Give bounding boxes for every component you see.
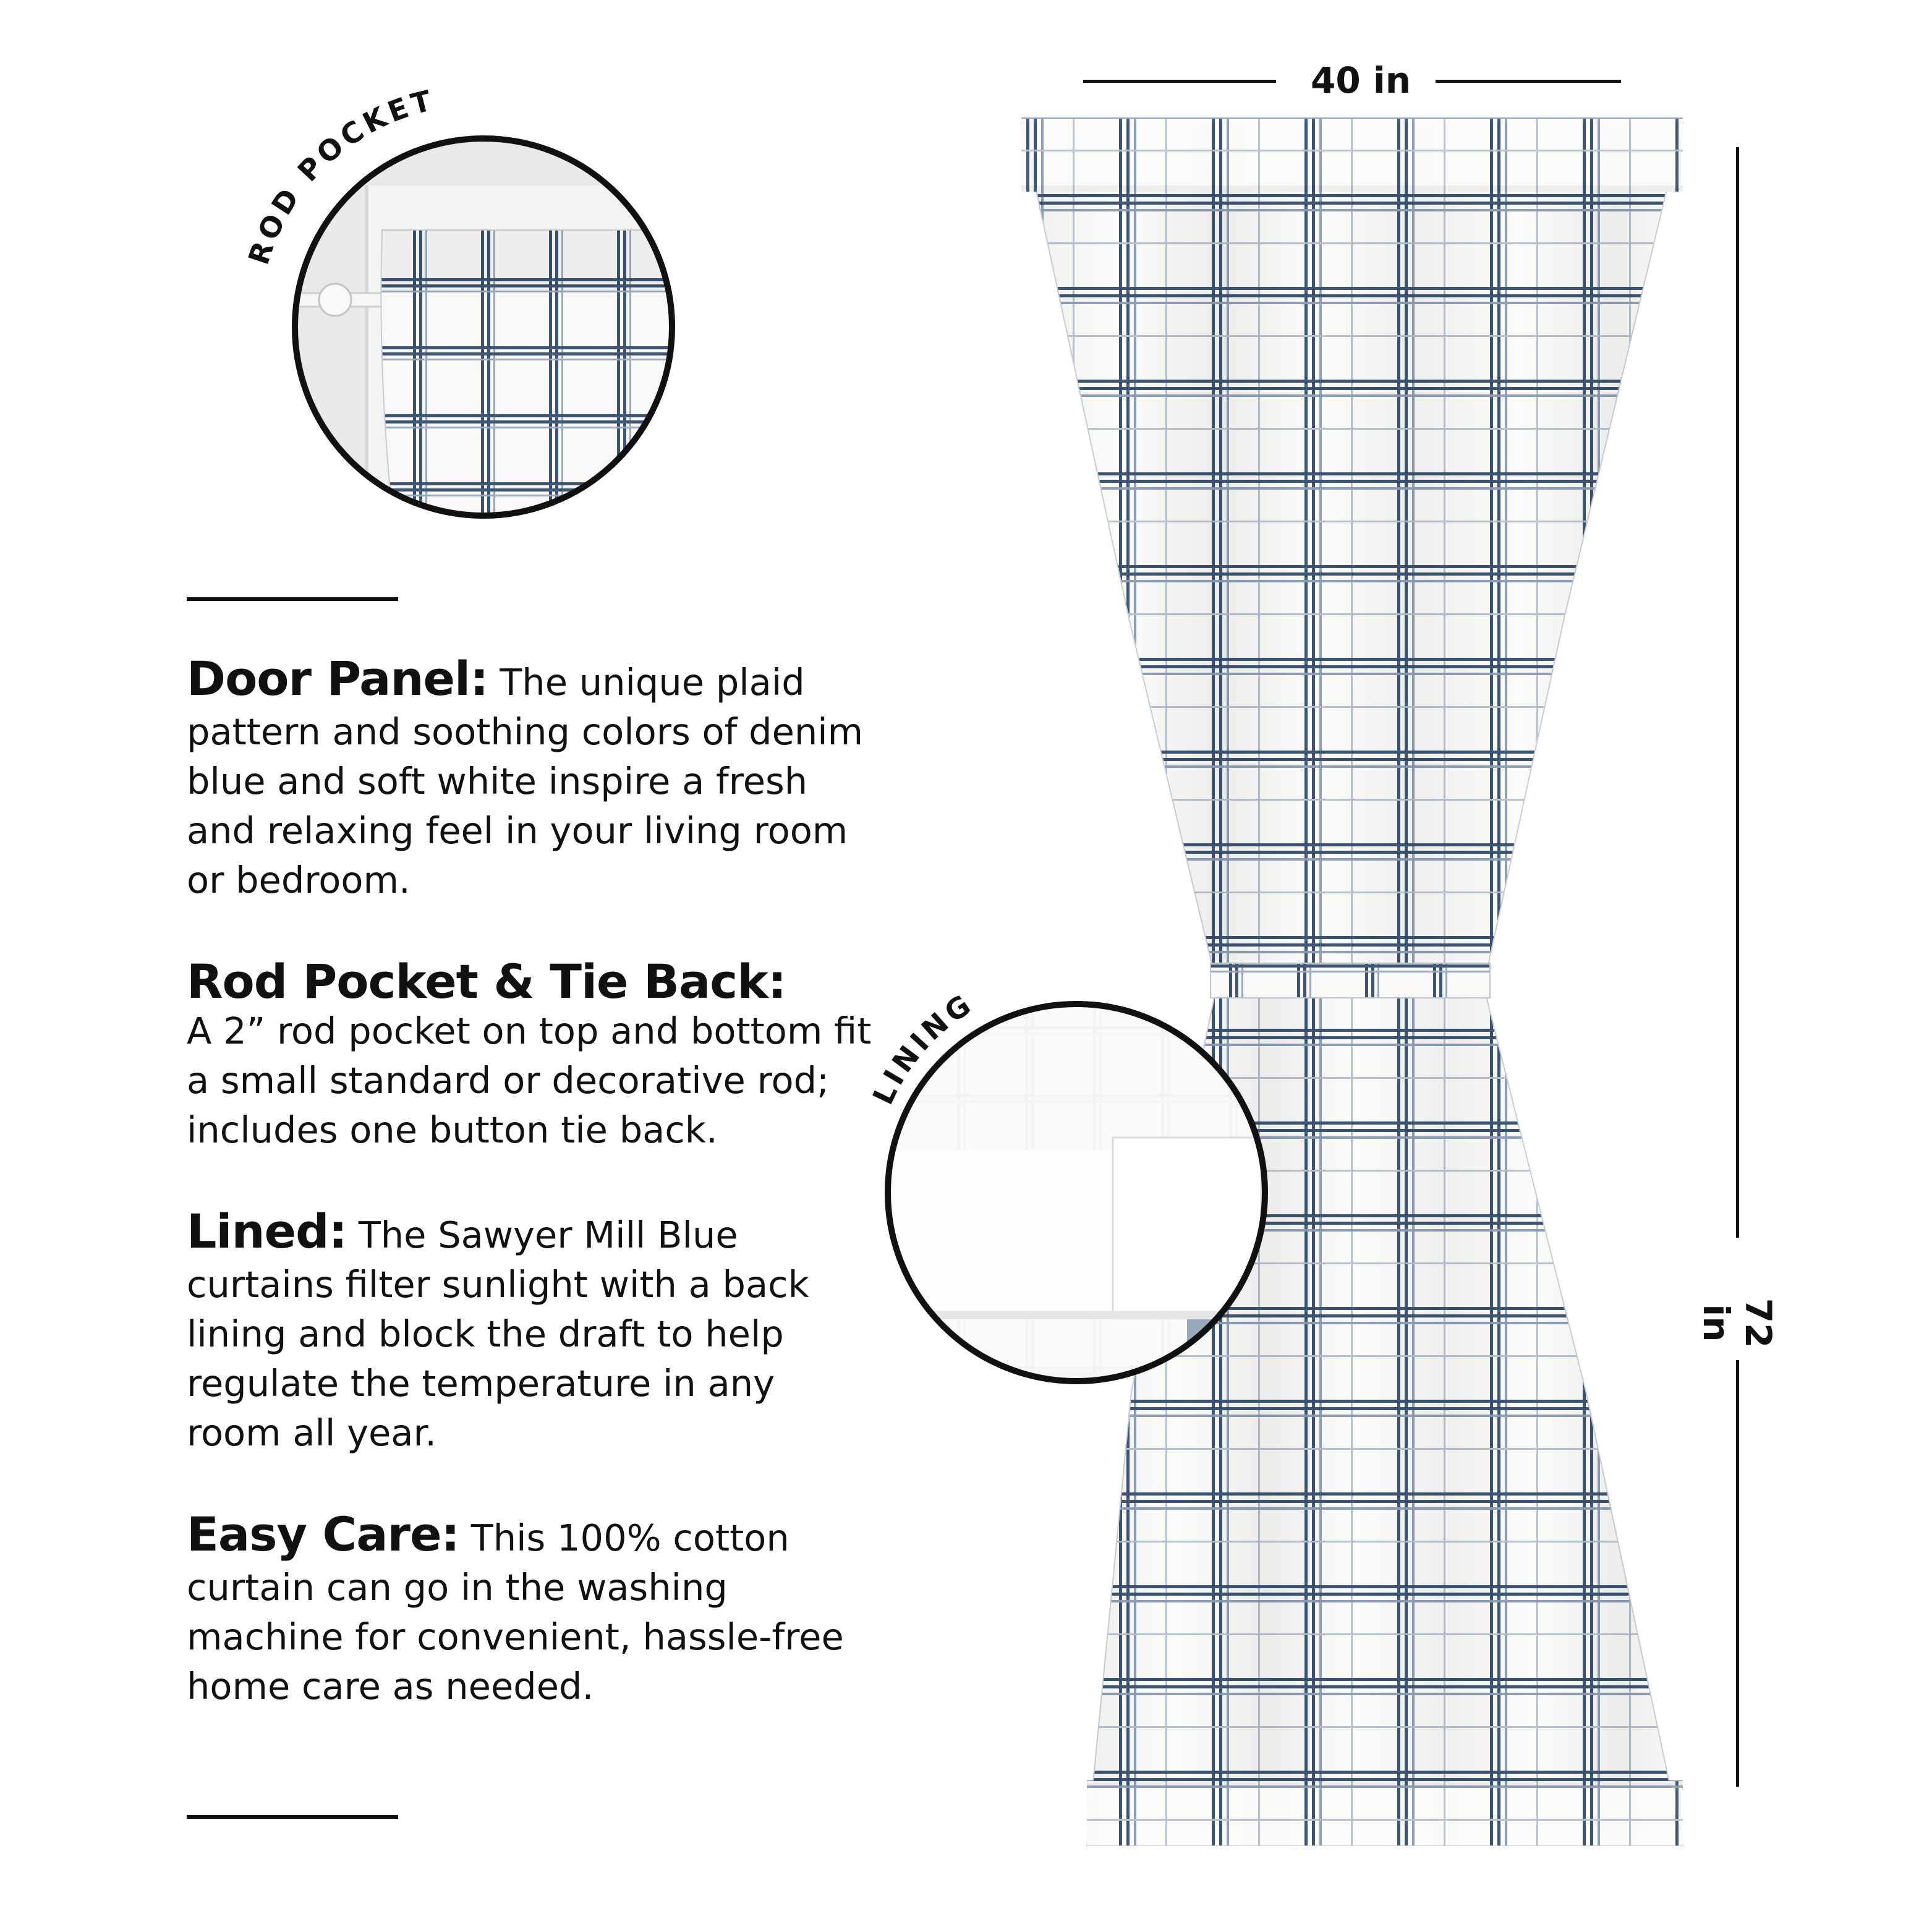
tie-back-band <box>1211 963 1490 998</box>
feature-door-panel <box>187 651 879 905</box>
feature-rod-pocket <box>187 954 879 1155</box>
height-dimension-label: 72 in <box>1695 1298 1779 1348</box>
feature-title: Easy Care: <box>187 1507 459 1562</box>
width-dimension-label: 40 in <box>1311 59 1411 101</box>
feature-list <box>187 651 879 1711</box>
feature-body: The unique plaid pattern and soothing colors of denim blue and soft white inspire a fresh and relaxing feel in your living room or bedroom. <box>187 661 864 901</box>
rod-pocket-callout <box>291 136 686 544</box>
bottom-divider <box>187 1815 398 1819</box>
feature-body: A 2” rod pocket on top and bottom fit a small standard or decorative rod; includes one button tie back. <box>187 1010 872 1151</box>
feature-body: This 100% cotton curtain can go in the washing machine for convenient, hassle-free home care as needed. <box>187 1517 844 1708</box>
feature-title: Lined: <box>187 1204 347 1259</box>
feature-body: The Sawyer Mill Blue curtains filter sunlight with a back lining and block the draft to help regulate the temperature in any room all year. <box>187 1214 809 1454</box>
height-dimension-line-bottom <box>1736 1360 1739 1787</box>
feature-lined <box>187 1204 879 1458</box>
rod-pocket-label: ROD POCKET <box>241 83 438 269</box>
feature-title: Rod Pocket & Tie Back: <box>187 954 786 1009</box>
width-dimension-line-right <box>1436 80 1621 83</box>
lining-label: LINING <box>866 986 980 1110</box>
height-dimension-line-top <box>1736 147 1739 1238</box>
width-dimension-line-left <box>1083 80 1276 83</box>
feature-title: Door Panel: <box>187 651 488 706</box>
feature-easy-care <box>187 1507 879 1711</box>
top-divider <box>187 597 398 601</box>
